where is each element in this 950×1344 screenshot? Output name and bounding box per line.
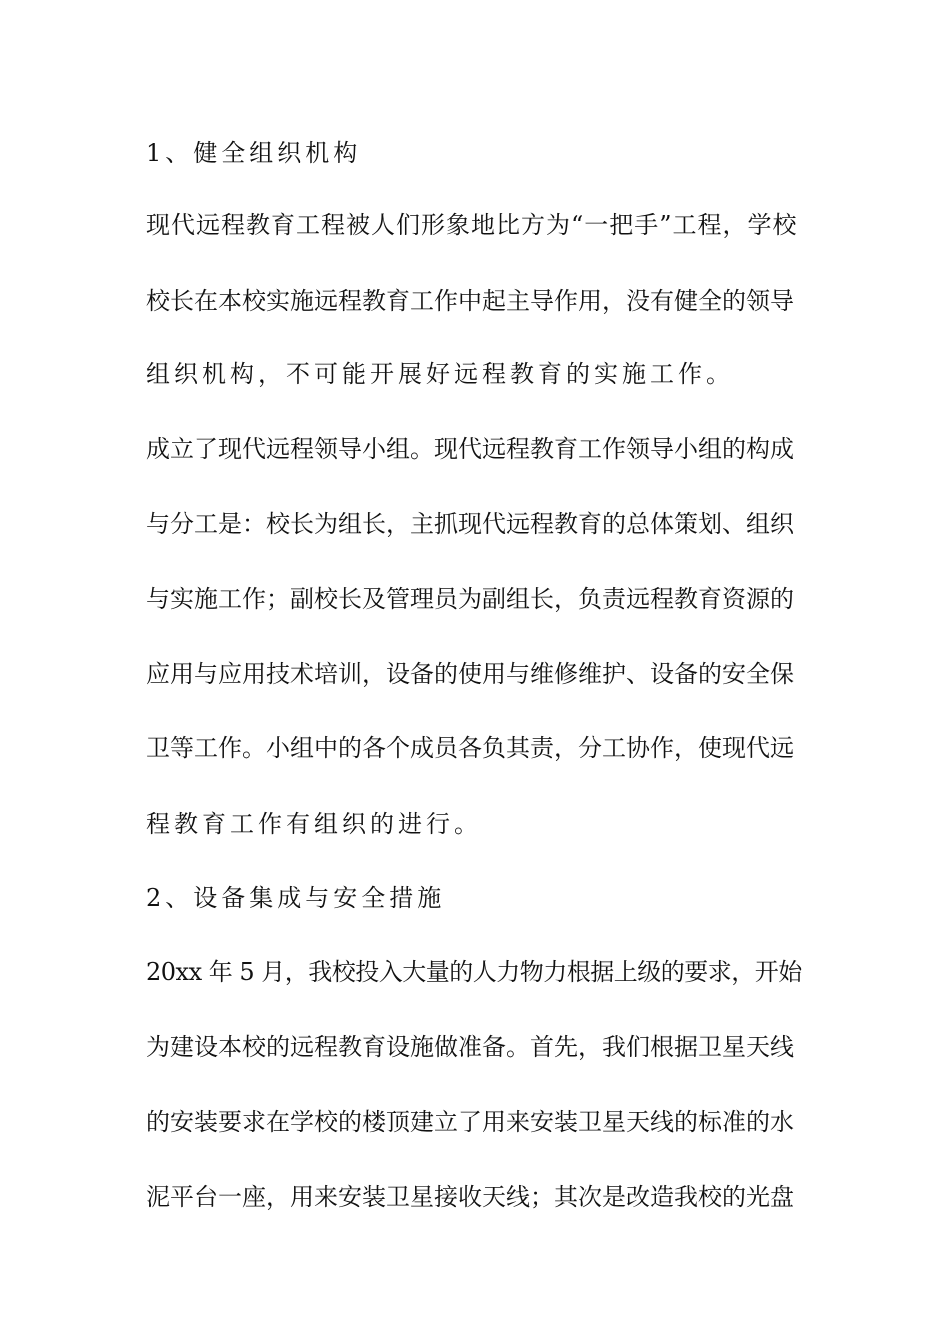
section-heading-1: 1、健全组织机构 xyxy=(146,139,362,167)
paragraph-line: 为建设本校的远程教育设施做准备。首先，我们根据卫星天线 xyxy=(146,1033,794,1061)
paragraph-line: 组织机构，不可能开展好远程教育的实施工作。 xyxy=(146,360,734,388)
section-heading-2: 2、设备集成与安全措施 xyxy=(146,884,446,912)
paragraph-line: 卫等工作。小组中的各个成员各负其责，分工协作，使现代远 xyxy=(146,734,794,762)
paragraph-line: 程教育工作有组织的进行。 xyxy=(146,810,482,838)
paragraph-line: 的安装要求在学校的楼顶建立了用来安装卫星天线的标准的水 xyxy=(146,1108,794,1136)
paragraph-line: 应用与应用技术培训，设备的使用与维修维护、设备的安全保 xyxy=(146,660,794,688)
paragraph-line: 校长在本校实施远程教育工作中起主导作用，没有健全的领导 xyxy=(146,287,794,315)
paragraph-line: 20xx 年 5 月，我校投入大量的人力物力根据上级的要求，开始 xyxy=(146,958,802,986)
paragraph-line: 与实施工作；副校长及管理员为副组长，负责远程教育资源的 xyxy=(146,585,794,613)
paragraph-line: 现代远程教育工程被人们形象地比方为“一把手”工程，学校 xyxy=(146,211,798,239)
paragraph-line: 与分工是：校长为组长，主抓现代远程教育的总体策划、组织 xyxy=(146,510,794,538)
paragraph-line: 泥平台一座，用来安装卫星接收天线；其次是改造我校的光盘 xyxy=(146,1183,794,1211)
paragraph-line: 成立了现代远程领导小组。现代远程教育工作领导小组的构成 xyxy=(146,435,794,463)
